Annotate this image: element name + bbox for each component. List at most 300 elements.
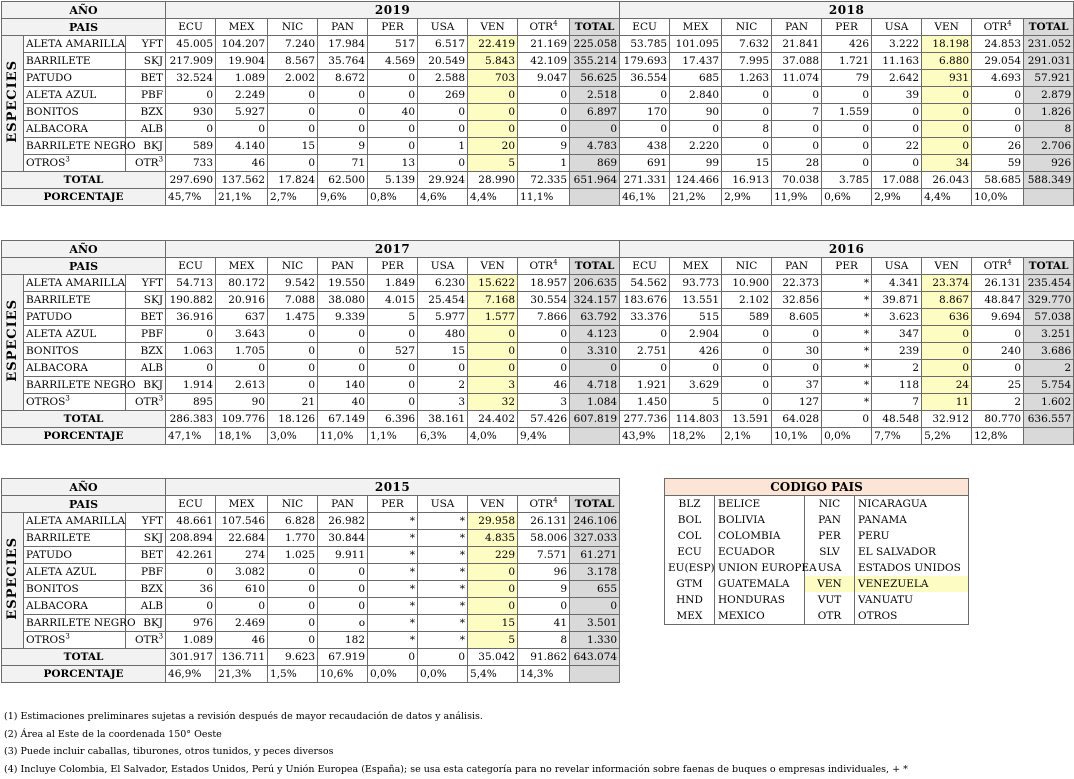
cell-2019: 0 xyxy=(268,121,318,138)
cell-2016: 0 xyxy=(722,394,772,411)
species-row xyxy=(2,309,1074,326)
cell-2015: * xyxy=(418,547,468,564)
cell-2017: 0 xyxy=(468,326,518,343)
cell-2017: 0 xyxy=(216,360,268,377)
country-name: OTROS xyxy=(855,608,969,625)
cell-2015: 0 xyxy=(268,598,318,615)
country-col-ven-2016: VEN xyxy=(922,258,972,275)
cell-2017: 36.916 xyxy=(166,309,216,326)
country-code: HND xyxy=(665,592,715,608)
species-row xyxy=(2,547,620,564)
cell-2016: 0 xyxy=(972,326,1024,343)
country-col-nic-2019: NIC xyxy=(268,19,318,36)
cell-2015: 107.546 xyxy=(216,513,268,530)
percent-cell-2018: 11,9% xyxy=(772,189,822,206)
cell-2015: 41 xyxy=(518,615,570,632)
percent-cell-2016: 10,1% xyxy=(772,428,822,445)
cell-2019: 930 xyxy=(166,104,216,121)
cell-2017: 0 xyxy=(166,326,216,343)
cell-2015: 29.958 xyxy=(468,513,518,530)
country-col-otr-2018: OTR$^4$ xyxy=(972,19,1024,36)
cell-2016: 2 xyxy=(872,360,922,377)
cell-2019: 15 xyxy=(268,138,318,155)
cell-2018: 0 xyxy=(722,104,772,121)
country-col-usa-2016: USA xyxy=(872,258,922,275)
total-cell-2015: 301.917 xyxy=(166,649,216,666)
cell-2016: 23.374 xyxy=(922,275,972,292)
species-name: ALETA AZUL xyxy=(24,564,126,581)
cell-2017: 4.015 xyxy=(368,292,418,309)
country-name: ECUADOR xyxy=(715,544,805,560)
cell-2018: 2.706 xyxy=(1024,138,1074,155)
country-code: SLV xyxy=(805,544,855,560)
cell-2016: 127 xyxy=(772,394,822,411)
cell-2017: 2.613 xyxy=(216,377,268,394)
cell-2015: 0 xyxy=(318,598,368,615)
species-row xyxy=(2,70,1074,87)
year-label: AÑO xyxy=(2,241,166,258)
cell-2016: 2.102 xyxy=(722,292,772,309)
cell-2019: 0 xyxy=(368,70,418,87)
cell-2018: 0 xyxy=(722,87,772,104)
species-code: OTR$^3$ xyxy=(126,155,166,172)
species-row xyxy=(2,632,620,649)
cell-2016: * xyxy=(822,309,872,326)
country-code: VUT xyxy=(805,592,855,608)
country-code: VEN xyxy=(805,576,855,592)
species-name: BARRILETE NEGRO xyxy=(24,615,126,632)
country-col-per-2017: PER xyxy=(368,258,418,275)
cell-2016: 48.847 xyxy=(972,292,1024,309)
species-name: BARRILETE NEGRO xyxy=(24,377,126,394)
cell-2018: 1.263 xyxy=(722,70,772,87)
cell-2018: 7 xyxy=(772,104,822,121)
cell-2018: 59 xyxy=(972,155,1024,172)
country-name: VANUATU xyxy=(855,592,969,608)
species-row xyxy=(2,36,1074,53)
total-col-2015: TOTAL xyxy=(570,496,620,513)
cell-2016: 1.602 xyxy=(1024,394,1074,411)
cell-2017: 206.635 xyxy=(570,275,620,292)
cell-2017: 0 xyxy=(318,360,368,377)
cell-2019: 355.214 xyxy=(570,53,620,70)
species-name: ALETA AMARILLA xyxy=(24,513,126,530)
cell-2017: 32 xyxy=(468,394,518,411)
country-label: PAIS xyxy=(2,19,166,36)
cell-2018: 26 xyxy=(972,138,1024,155)
cell-2018: 0 xyxy=(772,121,822,138)
percent-cell-2018: 46,1% xyxy=(620,189,670,206)
cell-2017: 19.550 xyxy=(318,275,368,292)
cell-2016: 7 xyxy=(872,394,922,411)
cell-2019: 0 xyxy=(318,121,368,138)
cell-2017: 0 xyxy=(468,343,518,360)
cell-2018: 7.995 xyxy=(722,53,772,70)
cell-2017: 7.168 xyxy=(468,292,518,309)
catch-table-2017-2016 xyxy=(1,240,1074,445)
cell-2017: 0 xyxy=(268,326,318,343)
cell-2016: * xyxy=(822,292,872,309)
cell-2016: 32.856 xyxy=(772,292,822,309)
cell-2017: 0 xyxy=(518,343,570,360)
cell-2019: 20 xyxy=(468,138,518,155)
footnote-marker: 3 xyxy=(158,394,164,402)
cell-2019: 217.909 xyxy=(166,53,216,70)
cell-2016: * xyxy=(822,394,872,411)
cell-2019: 269 xyxy=(418,87,468,104)
cell-2018: 11.074 xyxy=(772,70,822,87)
country-name: UNION EUROPEA xyxy=(715,560,805,576)
cell-2016: 0 xyxy=(972,360,1024,377)
species-code: ALB xyxy=(126,360,166,377)
cell-2019: 0 xyxy=(418,155,468,172)
cell-2019: 0 xyxy=(518,121,570,138)
cell-2019: 517 xyxy=(368,36,418,53)
cell-2016: 93.773 xyxy=(670,275,722,292)
cell-2015: 2.469 xyxy=(216,615,268,632)
total-cell-2018: 3.785 xyxy=(822,172,872,189)
percent-cell-2018: 10,0% xyxy=(972,189,1024,206)
cell-2015: 15 xyxy=(468,615,518,632)
cell-2015: * xyxy=(368,632,418,649)
cell-2015: * xyxy=(418,530,468,547)
species-code: BZX xyxy=(126,343,166,360)
cell-2017: 527 xyxy=(368,343,418,360)
species-name: OTROS$^3$ xyxy=(24,394,126,411)
cell-2019: 0 xyxy=(268,155,318,172)
cell-2019: 56.625 xyxy=(570,70,620,87)
cell-2018: 57.921 xyxy=(1024,70,1074,87)
cell-2018: 0 xyxy=(872,104,922,121)
total-cell-2016: 80.770 xyxy=(972,411,1024,428)
total-cell-2018: 124.466 xyxy=(670,172,722,189)
cell-2017: 7.866 xyxy=(518,309,570,326)
species-row xyxy=(2,121,1074,138)
cell-2015: * xyxy=(418,598,468,615)
percent-cell-2019: 4,4% xyxy=(468,189,518,206)
percent-cell-2019: 4,6% xyxy=(418,189,468,206)
year-label: AÑO xyxy=(2,2,166,19)
percent-row-label: PORCENTAJE xyxy=(2,666,166,683)
cell-2019: 733 xyxy=(166,155,216,172)
country-code: USA xyxy=(805,560,855,576)
cell-2019: 45.005 xyxy=(166,36,216,53)
percent-cell-2016: 7,7% xyxy=(872,428,922,445)
species-axis-text: ESPECIES xyxy=(5,537,20,620)
cell-2015: 1.089 xyxy=(166,632,216,649)
total-cell-2016: 48.548 xyxy=(872,411,922,428)
species-axis-label xyxy=(2,36,24,172)
cell-2017: 1.084 xyxy=(570,394,620,411)
cell-2017: 0 xyxy=(268,343,318,360)
cell-2018: 0 xyxy=(922,87,972,104)
cell-2015: 26.982 xyxy=(318,513,368,530)
cell-2015: 96 xyxy=(518,564,570,581)
cell-2016: 8.605 xyxy=(772,309,822,326)
cell-2015: 182 xyxy=(318,632,368,649)
country-col-pan-2018: PAN xyxy=(772,19,822,36)
species-name: BARRILETE xyxy=(24,530,126,547)
cell-2015: * xyxy=(368,513,418,530)
footnote-marker: 4 xyxy=(1007,19,1012,27)
cell-2015: 0 xyxy=(268,564,318,581)
cell-2016: * xyxy=(822,275,872,292)
cell-2016: 347 xyxy=(872,326,922,343)
cell-2019: 5.927 xyxy=(216,104,268,121)
cell-2019: 4.140 xyxy=(216,138,268,155)
cell-2016: 515 xyxy=(670,309,722,326)
country-col-ecu-2019: ECU xyxy=(166,19,216,36)
total-cell-2019: 62.500 xyxy=(318,172,368,189)
species-row xyxy=(2,87,1074,104)
cell-2016: 1.450 xyxy=(620,394,670,411)
footnote-marker: 4 xyxy=(553,258,558,266)
total-cell-2017: 24.402 xyxy=(468,411,518,428)
species-row xyxy=(2,53,1074,70)
percent-cell-2018: 0,6% xyxy=(822,189,872,206)
cell-2018: 17.437 xyxy=(670,53,722,70)
total-cell-2017: 38.161 xyxy=(418,411,468,428)
cell-2015: * xyxy=(418,581,468,598)
cell-2015: 61.271 xyxy=(570,547,620,564)
cell-2016: 2.751 xyxy=(620,343,670,360)
species-row xyxy=(2,394,1074,411)
species-code: BKJ xyxy=(126,615,166,632)
cell-2017: 5 xyxy=(368,309,418,326)
cell-2018: 426 xyxy=(822,36,872,53)
cell-2018: 0 xyxy=(822,87,872,104)
cell-2016: 183.676 xyxy=(620,292,670,309)
cell-2019: 0 xyxy=(318,87,368,104)
cell-2019: 0 xyxy=(518,87,570,104)
cell-2019: 225.058 xyxy=(570,36,620,53)
percent-cell-2015: 5,4% xyxy=(468,666,518,683)
country-col-ecu-2015: ECU xyxy=(166,496,216,513)
cell-2015: 8 xyxy=(518,632,570,649)
cell-2018: 926 xyxy=(1024,155,1074,172)
cell-2017: 1.849 xyxy=(368,275,418,292)
cell-2016: 0 xyxy=(722,360,772,377)
total-cell-2019: 29.924 xyxy=(418,172,468,189)
cell-2017: 0 xyxy=(368,377,418,394)
country-col-usa-2015: USA xyxy=(418,496,468,513)
country-col-otr-2019: OTR$^4$ xyxy=(518,19,570,36)
total-cell-2018: 26.043 xyxy=(922,172,972,189)
total-cell-2019: 297.690 xyxy=(166,172,216,189)
total-cell-2019: 28.990 xyxy=(468,172,518,189)
species-code: OTR$^3$ xyxy=(126,394,166,411)
country-col-usa-2019: USA xyxy=(418,19,468,36)
country-col-pan-2015: PAN xyxy=(318,496,368,513)
country-col-mex-2018: MEX xyxy=(670,19,722,36)
cell-2016: 0 xyxy=(772,360,822,377)
cell-2016: 1.921 xyxy=(620,377,670,394)
species-row xyxy=(2,377,1074,394)
cell-2016: 329.770 xyxy=(1024,292,1074,309)
cell-2017: 0 xyxy=(268,377,318,394)
cell-2019: 13 xyxy=(368,155,418,172)
cell-2015: 327.033 xyxy=(570,530,620,547)
cell-2015: 0 xyxy=(166,564,216,581)
year-header-2018: 2018 xyxy=(620,2,1074,19)
cell-2017: 0 xyxy=(518,326,570,343)
cell-2016: 240 xyxy=(972,343,1024,360)
percent-cell-2016: 5,2% xyxy=(922,428,972,445)
country-name: BELICE xyxy=(715,496,805,513)
cell-2016: 0 xyxy=(670,360,722,377)
cell-2017: 7.088 xyxy=(268,292,318,309)
species-name: PATUDO xyxy=(24,309,126,326)
cell-2018: 24.853 xyxy=(972,36,1024,53)
cell-2016: 9.694 xyxy=(972,309,1024,326)
cell-2016: 22.373 xyxy=(772,275,822,292)
cell-2015: 5 xyxy=(468,632,518,649)
percent-cell-2019: 11,1% xyxy=(518,189,570,206)
cell-2019: 71 xyxy=(318,155,368,172)
footnote-marker: 4 xyxy=(553,496,558,504)
cell-2016: 10.900 xyxy=(722,275,772,292)
cell-2015: * xyxy=(368,598,418,615)
cell-2017: 63.792 xyxy=(570,309,620,326)
cell-2018: 99 xyxy=(670,155,722,172)
total-col-2018: TOTAL xyxy=(1024,19,1074,36)
total-cell-2015: 9.623 xyxy=(268,649,318,666)
cell-2018: 18.198 xyxy=(922,36,972,53)
total-cell-2017: 607.819 xyxy=(570,411,620,428)
cell-2017: 3.310 xyxy=(570,343,620,360)
species-code: PBF xyxy=(126,87,166,104)
percent-cell-2015: 21,3% xyxy=(216,666,268,683)
species-name: ALETA AZUL xyxy=(24,87,126,104)
total-cell-2018: 70.038 xyxy=(772,172,822,189)
species-name: OTROS$^3$ xyxy=(24,632,126,649)
cell-2019: 40 xyxy=(368,104,418,121)
species-name: ALBACORA xyxy=(24,360,126,377)
total-cell-2019: 5.139 xyxy=(368,172,418,189)
total-cell-2019: 651.964 xyxy=(570,172,620,189)
footnote-marker: 4 xyxy=(1007,258,1012,266)
cell-2017: 25.454 xyxy=(418,292,468,309)
percent-row-label: PORCENTAJE xyxy=(2,428,166,445)
country-col-nic-2015: NIC xyxy=(268,496,318,513)
percent-cell-2017: 18,1% xyxy=(216,428,268,445)
cell-2018: 79 xyxy=(822,70,872,87)
cell-2018: 8 xyxy=(1024,121,1074,138)
cell-2017: 6.230 xyxy=(418,275,468,292)
country-col-per-2019: PER xyxy=(368,19,418,36)
species-code: YFT xyxy=(126,36,166,53)
country-col-ven-2019: VEN xyxy=(468,19,518,36)
cell-2016: * xyxy=(822,326,872,343)
cell-2015: 7.571 xyxy=(518,547,570,564)
percent-cell-2017: 6,3% xyxy=(418,428,468,445)
cell-2016: 426 xyxy=(670,343,722,360)
year-label: AÑO xyxy=(2,479,166,496)
species-row xyxy=(2,615,620,632)
country-col-ven-2015: VEN xyxy=(468,496,518,513)
species-code: BKJ xyxy=(126,138,166,155)
cell-2015: 46 xyxy=(216,632,268,649)
species-axis-label xyxy=(2,513,24,649)
cell-2018: 0 xyxy=(670,121,722,138)
cell-2018: 0 xyxy=(722,138,772,155)
cell-2018: 1.826 xyxy=(1024,104,1074,121)
country-col-otr-2016: OTR$^4$ xyxy=(972,258,1024,275)
cell-2015: 22.684 xyxy=(216,530,268,547)
percent-cell-2016: 0,0% xyxy=(822,428,872,445)
country-col-nic-2017: NIC xyxy=(268,258,318,275)
percent-cell-2015: 14,3% xyxy=(518,666,570,683)
cell-2016: 8.867 xyxy=(922,292,972,309)
species-code: PBF xyxy=(126,564,166,581)
percent-cell-2018: 21,2% xyxy=(670,189,722,206)
cell-2016: 589 xyxy=(722,309,772,326)
country-code: ECU xyxy=(665,544,715,560)
species-code: BET xyxy=(126,547,166,564)
cell-2017: 3 xyxy=(468,377,518,394)
cell-2017: 324.157 xyxy=(570,292,620,309)
cell-2018: 90 xyxy=(670,104,722,121)
species-row xyxy=(2,155,1074,172)
cell-2016: 5 xyxy=(670,394,722,411)
cell-2018: 21.841 xyxy=(772,36,822,53)
percent-cell-2015: 10,6% xyxy=(318,666,368,683)
species-name: BONITOS xyxy=(24,581,126,598)
country-code: EU(ESP) xyxy=(665,560,715,576)
species-row xyxy=(2,326,1074,343)
cell-2016: 37 xyxy=(772,377,822,394)
cell-2018: 0 xyxy=(972,104,1024,121)
cell-2019: 0 xyxy=(268,87,318,104)
year-header-2019: 2019 xyxy=(166,2,620,19)
species-row xyxy=(2,564,620,581)
cell-2019: 46 xyxy=(216,155,268,172)
species-code: BZX xyxy=(126,581,166,598)
percent-cell-2016: 18,2% xyxy=(670,428,722,445)
cell-2015: 0 xyxy=(268,632,318,649)
total-cell-2015: 35.042 xyxy=(468,649,518,666)
cell-2015: 30.844 xyxy=(318,530,368,547)
cell-2019: 2.518 xyxy=(570,87,620,104)
year-header-2017: 2017 xyxy=(166,241,620,258)
country-col-ecu-2016: ECU xyxy=(620,258,670,275)
cell-2019: 0 xyxy=(166,121,216,138)
cell-2015: 246.106 xyxy=(570,513,620,530)
cell-2016: 118 xyxy=(872,377,922,394)
cell-2016: 5.754 xyxy=(1024,377,1074,394)
cell-2016: 235.454 xyxy=(1024,275,1074,292)
species-name: PATUDO xyxy=(24,547,126,564)
cell-2019: 5 xyxy=(468,155,518,172)
cell-2018: 0 xyxy=(822,155,872,172)
total-cell-2019: 72.335 xyxy=(518,172,570,189)
total-col-2017: TOTAL xyxy=(570,258,620,275)
cell-2019: 0 xyxy=(468,121,518,138)
percent-cell-2018: 2,9% xyxy=(872,189,922,206)
country-name: BOLIVIA xyxy=(715,512,805,528)
cell-2016: 3.629 xyxy=(670,377,722,394)
cell-2018: 179.693 xyxy=(620,53,670,70)
total-cell-2015: 91.862 xyxy=(518,649,570,666)
cell-2015: 9.911 xyxy=(318,547,368,564)
total-cell-2019: 17.824 xyxy=(268,172,318,189)
year-header-2016: 2016 xyxy=(620,241,1074,258)
cell-2019: 104.207 xyxy=(216,36,268,53)
cell-2018: 101.095 xyxy=(670,36,722,53)
country-col-per-2015: PER xyxy=(368,496,418,513)
cell-2015: 48.661 xyxy=(166,513,216,530)
country-col-mex-2017: MEX xyxy=(216,258,268,275)
